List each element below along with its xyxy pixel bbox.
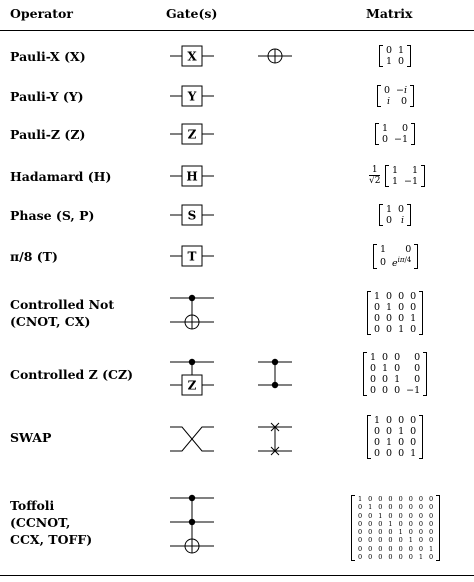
matrix-cell: 0 (408, 528, 413, 537)
matrix-cell: 1 (382, 123, 389, 134)
matrix-cell: 0 (358, 544, 363, 553)
matrix-cell: 0 (418, 544, 423, 553)
matrix-cell: 1 (374, 415, 381, 426)
prefactor-denominator: √2 (369, 176, 381, 186)
matrix-cell: 0 (398, 291, 405, 302)
matrix-cell: 0 (358, 536, 363, 545)
matrix-cell: 0 (410, 437, 417, 448)
matrix-cell: 0 (386, 324, 393, 335)
matrix-cell: 1 (398, 324, 405, 335)
matrix-bracket-right (411, 123, 415, 145)
matrix-cell: 1 (386, 302, 393, 313)
matrix-cell: 1 (386, 437, 393, 448)
matrix-8 (367, 415, 423, 459)
operator-label-line: Phase (S, P) (10, 208, 95, 223)
matrix-cell: $e^{i\pi/4}$ (392, 256, 412, 270)
matrix-cell: 0 (418, 536, 423, 545)
matrix-cell: 0 (382, 134, 389, 145)
matrix-cell: 0 (428, 553, 434, 562)
matrix-cell: 1 (392, 165, 399, 176)
control-dot (272, 382, 278, 388)
matrix-cell: 1 (398, 45, 405, 56)
matrix-cell: 0 (374, 437, 381, 448)
matrix-cell: 0 (398, 415, 405, 426)
matrix-table (383, 45, 407, 67)
operator-label-line: Toffoli (10, 498, 55, 513)
operator-label-line: (CCNOT, (10, 515, 71, 530)
matrix-cell: 0 (398, 204, 405, 215)
control-dot (272, 359, 278, 365)
matrix-cell: 0 (374, 324, 381, 335)
matrix-cell: 1 (386, 56, 393, 67)
control-dot (189, 359, 195, 365)
matrix-cell: 0 (388, 511, 393, 520)
operator-label-line: (CNOT, CX) (10, 314, 91, 329)
matrix-cell: 0 (374, 313, 381, 324)
matrix-cell: 0 (378, 519, 383, 528)
matrix-cell: 0 (408, 553, 413, 562)
matrix-bracket-right (419, 415, 423, 459)
matrix-cell: 1 (398, 426, 405, 437)
matrix-cell: 0 (368, 495, 373, 503)
swap-wire-cross (170, 427, 214, 451)
matrix-cell: 0 (418, 519, 423, 528)
matrix-cell: i (401, 215, 405, 226)
matrix-table (381, 85, 410, 107)
hadamard-prefactor (369, 165, 380, 186)
control-dot (189, 295, 195, 301)
matrix-cell: 0 (388, 503, 393, 512)
matrix-cell: 1 (392, 176, 399, 187)
matrix-cell: 0 (414, 352, 421, 363)
matrix-cell: 0 (378, 495, 383, 503)
matrix-cell: 0 (382, 352, 389, 363)
matrix-cell: 0 (428, 503, 434, 512)
matrix-cell: 0 (382, 385, 389, 396)
matrix-cell: 0 (370, 363, 377, 374)
matrix-cell: 0 (410, 426, 417, 437)
control-dot (189, 495, 195, 501)
matrix-7 (363, 352, 427, 396)
matrix-cell: 0 (394, 363, 401, 374)
matrix-cell: 0 (398, 553, 403, 562)
matrix-cell: 1 (378, 511, 383, 520)
matrix-cell: 0 (368, 544, 373, 553)
matrix-cell: 1 (418, 553, 423, 562)
matrix-cell: 0 (428, 511, 434, 520)
matrix-cell: 1 (398, 528, 403, 537)
matrix-1 (377, 85, 414, 107)
matrix-cell: 0 (402, 123, 409, 134)
matrix-cell: 0 (398, 448, 405, 459)
matrix-cell: 0 (405, 244, 412, 255)
matrix-cell: 0 (368, 536, 373, 545)
operator-label-line: π/8 (T) (10, 249, 58, 264)
matrix-cell: 0 (378, 536, 383, 545)
matrix-cell: 0 (386, 215, 393, 226)
matrix-table (371, 415, 419, 459)
matrix-cell: 1 (382, 363, 389, 374)
gate-box-label: T (187, 249, 197, 264)
matrix-cell: 0 (418, 528, 423, 537)
matrix-cell: 0 (358, 553, 363, 562)
matrix-cell: 0 (410, 291, 417, 302)
matrix-cell: 0 (408, 519, 413, 528)
gate-box-label: Y (187, 89, 197, 104)
operator-label-line: SWAP (10, 430, 52, 445)
matrix-cell: 0 (388, 528, 393, 537)
matrix-cell: 0 (368, 519, 373, 528)
matrix-table (377, 244, 414, 269)
matrix-bracket-right (410, 85, 414, 107)
matrix-0 (379, 45, 411, 67)
matrix-cell: 0 (386, 426, 393, 437)
matrix-cell: 1 (368, 503, 373, 512)
matrix-cell: −1 (394, 134, 409, 145)
matrix-cell: 0 (388, 536, 393, 545)
matrix-table (371, 291, 419, 335)
matrix-cell: 1 (428, 544, 434, 553)
matrix-cell: 0 (388, 553, 393, 562)
matrix-2 (375, 123, 415, 145)
matrix-table (389, 165, 421, 187)
header-matrix: Matrix (366, 6, 413, 21)
matrix-table (355, 495, 436, 561)
matrix-bracket-right (421, 165, 425, 187)
matrix-cell: 0 (398, 519, 403, 528)
matrix-cell: 0 (398, 536, 403, 545)
matrix-cell: 0 (410, 324, 417, 335)
matrix-cell: 0 (386, 313, 393, 324)
matrix-cell: 1 (370, 352, 377, 363)
operator-label-line: CCX, TOFF) (10, 532, 93, 547)
operator-label-line: Controlled Not (10, 297, 115, 312)
gate-box-label: S (187, 208, 197, 223)
matrix-cell: 0 (398, 56, 405, 67)
matrix-cell: 0 (358, 519, 363, 528)
matrix-cell: 0 (428, 528, 434, 537)
matrix-6 (367, 291, 423, 335)
matrix-cell: 0 (386, 291, 393, 302)
matrix-bracket-right (423, 352, 427, 396)
matrix-cell: 0 (418, 503, 423, 512)
matrix-cell: 0 (374, 426, 381, 437)
operator-label-line: Pauli-X (X) (10, 49, 86, 64)
matrix-cell: 0 (408, 495, 413, 503)
matrix-table (367, 352, 423, 396)
operator-label-line: Pauli-Y (Y) (10, 89, 84, 104)
matrix-cell: 0 (408, 511, 413, 520)
header-operator: Operator (10, 6, 73, 21)
matrix-table (383, 204, 407, 226)
matrix-cell: 0 (398, 313, 405, 324)
matrix-3 (385, 165, 425, 187)
gate-box-label: H (186, 169, 198, 184)
matrix-bracket-right (419, 291, 423, 335)
matrix-cell: 0 (408, 544, 413, 553)
matrix-cell: 0 (410, 415, 417, 426)
matrix-cell: 0 (428, 536, 434, 545)
matrix-cell: 0 (368, 528, 373, 537)
matrix-cell: 0 (378, 544, 383, 553)
matrix-cell: 1 (386, 204, 393, 215)
matrix-cell: 1 (374, 291, 381, 302)
matrix-5 (373, 244, 418, 269)
operator-label-line: Pauli-Z (Z) (10, 127, 86, 142)
matrix-bracket-right (407, 45, 411, 67)
matrix-cell: 1 (394, 374, 401, 385)
matrix-cell: 0 (394, 352, 401, 363)
matrix-cell: 0 (374, 302, 381, 313)
matrix-cell: 0 (382, 374, 389, 385)
matrix-cell: 0 (418, 495, 423, 503)
matrix-cell: 1 (358, 495, 363, 503)
matrix-cell: 1 (410, 313, 417, 324)
gate-box-label: Z (187, 127, 197, 142)
gate-box-label: Z (187, 378, 197, 393)
matrix-cell: 0 (410, 302, 417, 313)
matrix-bracket-right (414, 244, 418, 269)
matrix-9 (351, 495, 440, 561)
matrix-cell: 0 (398, 495, 403, 503)
matrix-cell: 0 (380, 256, 387, 268)
matrix-cell: 0 (398, 511, 403, 520)
matrix-cell: 0 (358, 528, 363, 537)
matrix-bracket-right (436, 495, 440, 561)
matrix-cell: 0 (418, 511, 423, 520)
matrix-cell: 0 (368, 553, 373, 562)
matrix-cell: 0 (370, 385, 377, 396)
matrix-cell: 0 (398, 503, 403, 512)
matrix-cell: 0 (398, 544, 403, 553)
matrix-cell: 0 (386, 415, 393, 426)
matrix-cell: 0 (384, 85, 391, 96)
matrix-cell: 0 (374, 448, 381, 459)
matrix-cell: 0 (386, 448, 393, 459)
matrix-bracket-right (407, 204, 411, 226)
matrix-table (379, 123, 411, 145)
matrix-cell: 0 (428, 519, 434, 528)
matrix-cell: 0 (358, 511, 363, 520)
gate-box-label: X (187, 49, 197, 64)
matrix-cell: 0 (398, 302, 405, 313)
matrix-cell: 1 (408, 536, 413, 545)
matrix-cell: 0 (428, 495, 434, 503)
matrix-cell: 0 (378, 503, 383, 512)
matrix-cell: 0 (370, 374, 377, 385)
prefactor-numerator: 1 (369, 165, 380, 176)
matrix-cell: i (387, 96, 391, 107)
matrix-cell: 0 (401, 96, 408, 107)
matrix-4 (379, 204, 411, 226)
matrix-cell: 0 (386, 45, 393, 56)
operator-label-line: Hadamard (H) (10, 169, 112, 184)
matrix-cell: 0 (378, 528, 383, 537)
matrix-cell: −1 (406, 385, 421, 396)
header-gates: Gate(s) (166, 6, 218, 21)
matrix-cell: 0 (388, 544, 393, 553)
matrix-cell: 1 (410, 448, 417, 459)
matrix-cell: 0 (388, 495, 393, 503)
operator-label-line: Controlled Z (CZ) (10, 367, 133, 382)
matrix-cell: 1 (380, 244, 387, 255)
matrix-cell: 0 (414, 363, 421, 374)
matrix-cell: 0 (398, 437, 405, 448)
control-dot (189, 519, 195, 525)
matrix-cell: 1 (412, 165, 419, 176)
matrix-cell: 0 (378, 553, 383, 562)
matrix-cell: −i (396, 85, 408, 96)
matrix-cell: 0 (408, 503, 413, 512)
matrix-cell: −1 (404, 176, 419, 187)
matrix-cell: 0 (414, 374, 421, 385)
matrix-cell: 1 (388, 519, 393, 528)
matrix-cell: 0 (358, 503, 363, 512)
matrix-cell: 0 (394, 385, 401, 396)
matrix-cell: 0 (368, 511, 373, 520)
